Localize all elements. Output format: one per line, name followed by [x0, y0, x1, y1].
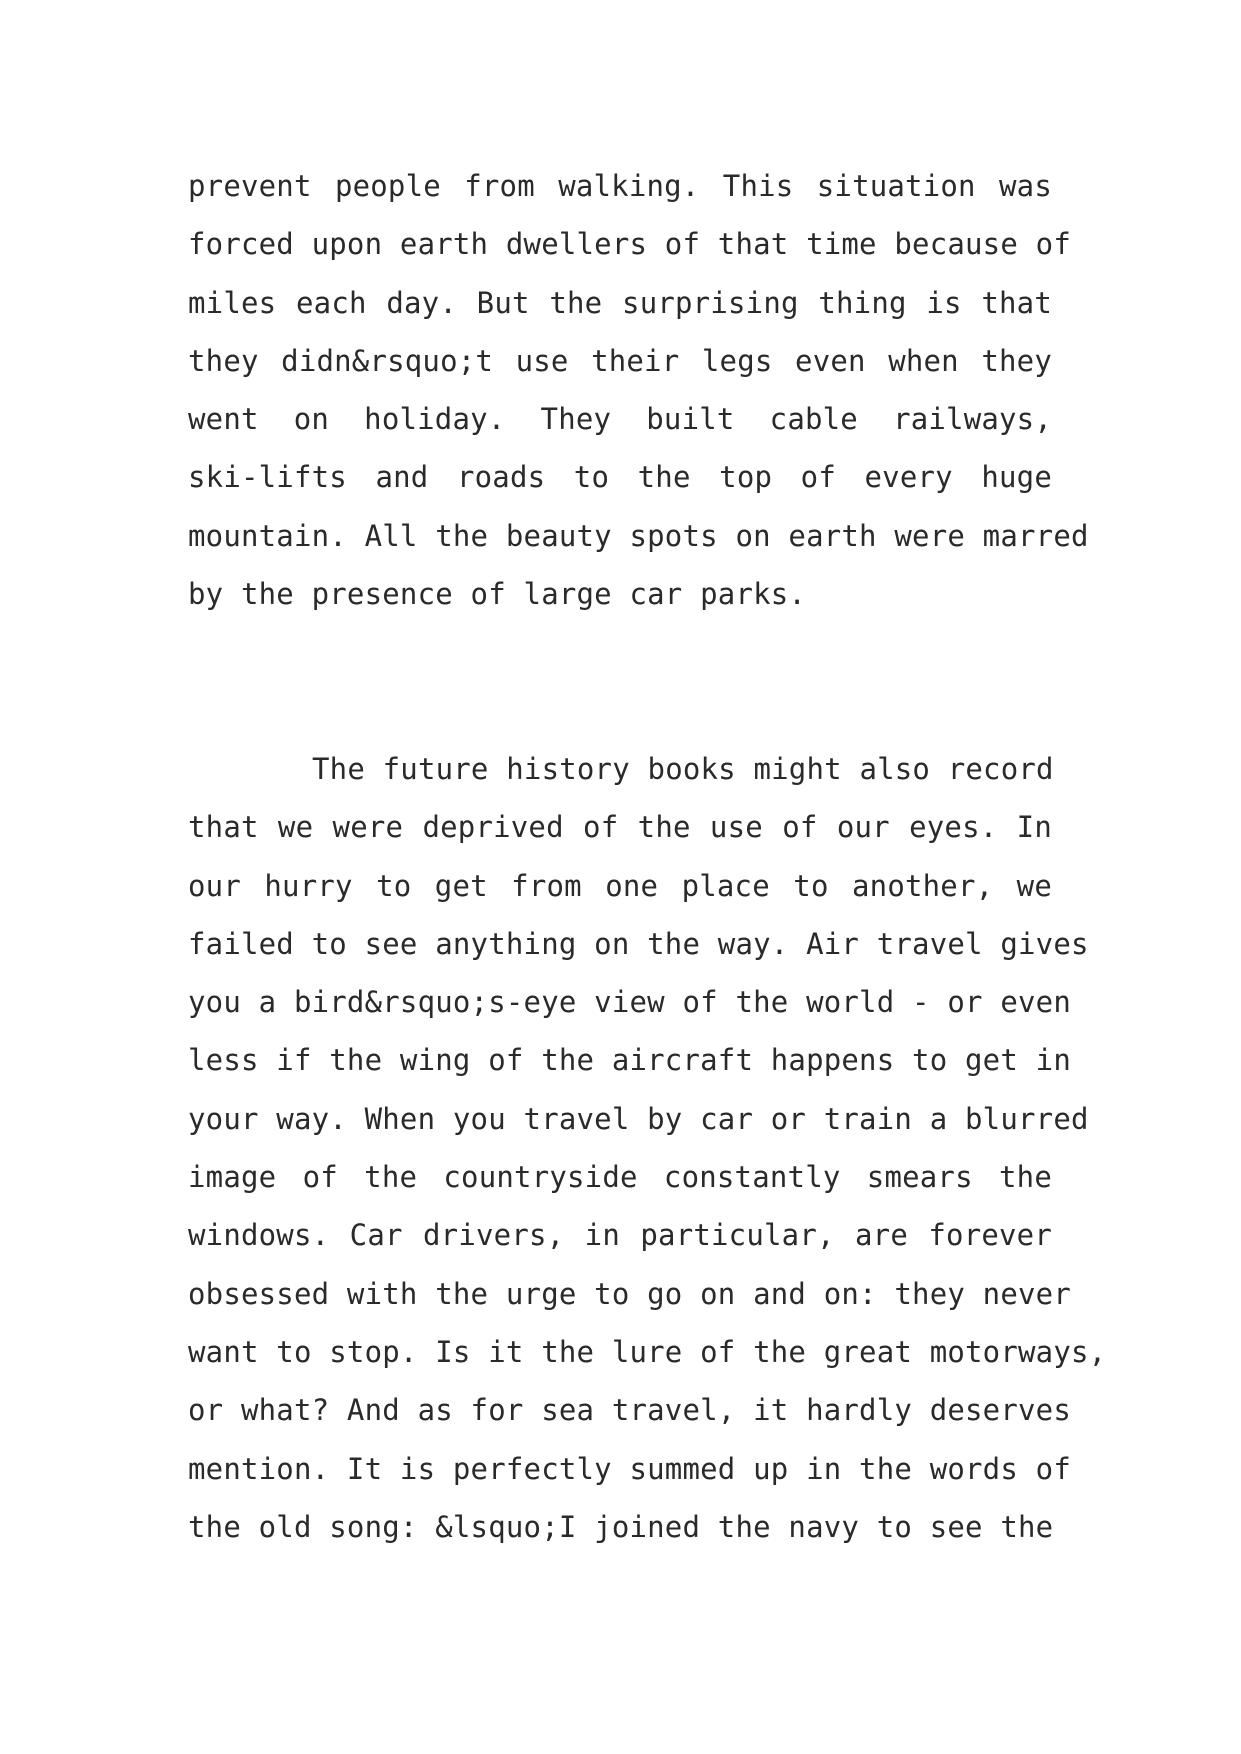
- paragraph-line: mountain. All the beauty spots on earth were marred: [188, 518, 1089, 553]
- paragraph-line: you a bird&rsquo;s-eye view of the world - or even: [188, 985, 1071, 1020]
- paragraph-line: want to stop. Is it the lure of the great motorways,: [188, 1334, 1107, 1369]
- paragraph-line: the old song: &lsquo;I joined the navy to see the: [188, 1509, 1054, 1544]
- paragraph-2: [188, 740, 1107, 1556]
- paragraph-line: ski-lifts and roads to the top of every huge: [188, 460, 1052, 495]
- paragraph-line: or what? And as for sea travel, it hardly deserves: [188, 1393, 1071, 1428]
- paragraph-line: windows. Car drivers, in particular, are forever: [188, 1218, 1052, 1253]
- paragraph-line: miles each day. But the surprising thing is that: [188, 285, 1052, 320]
- paragraph-line: that we were deprived of the use of our eyes. In: [188, 810, 1052, 845]
- paragraph-line: they didn&rsquo;t use their legs even when they: [188, 343, 1052, 378]
- paragraph-line: image of the countryside constantly smears the: [188, 1160, 1052, 1195]
- paragraph-1: [188, 157, 1089, 623]
- paragraph-line: went on holiday. They built cable railways,: [188, 402, 1052, 437]
- paragraph-line: forced upon earth dwellers of that time because of: [188, 227, 1071, 262]
- paragraph-line: our hurry to get from one place to another, we: [188, 868, 1052, 903]
- paragraph-line: prevent people from walking. This situation was: [188, 169, 1052, 203]
- paragraph-line: less if the wing of the aircraft happens to get in: [188, 1043, 1071, 1078]
- paragraph-line: obsessed with the urge to go on and on: they never: [188, 1276, 1071, 1311]
- paragraph-line: The future history books might also record: [312, 752, 1054, 786]
- paragraph-line: your way. When you travel by car or train a blurred: [188, 1101, 1089, 1136]
- paragraph-line: by the presence of large car parks.: [188, 577, 807, 612]
- paragraph-line: failed to see anything on the way. Air travel gives: [188, 926, 1089, 961]
- paragraph-line: mention. It is perfectly summed up in the words of: [188, 1451, 1071, 1486]
